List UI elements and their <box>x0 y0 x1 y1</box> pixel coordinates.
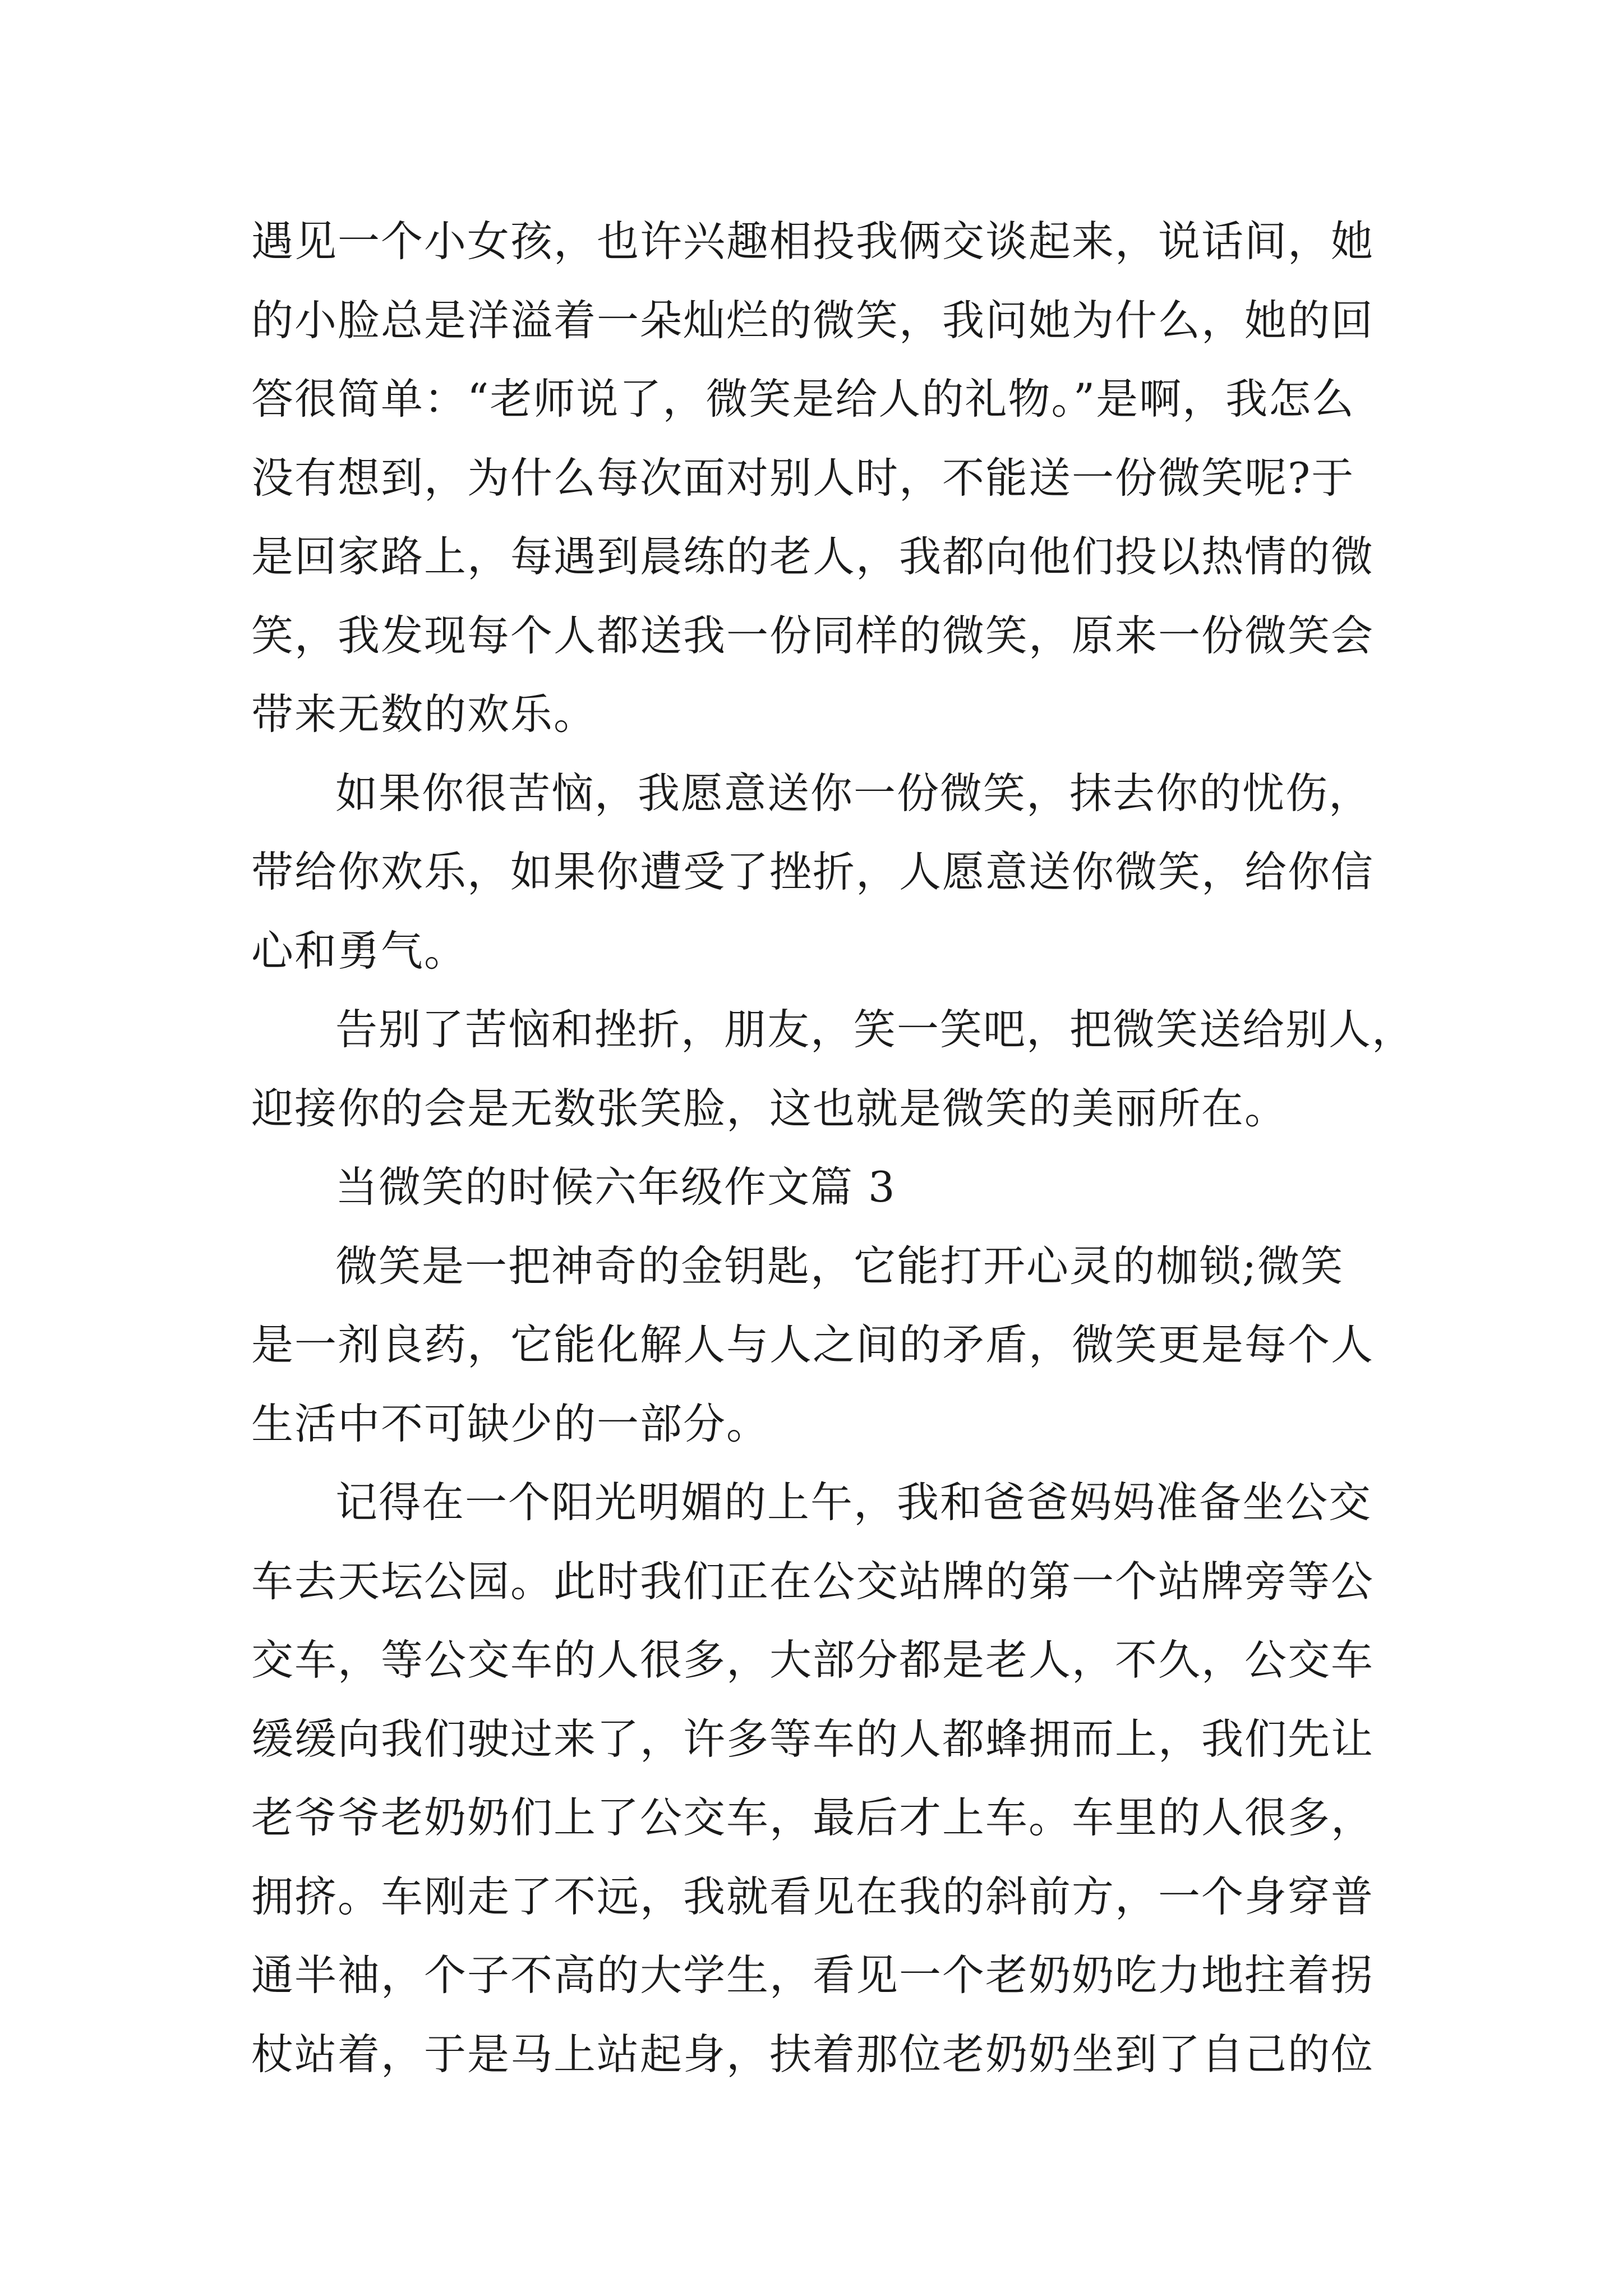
text-line: 拥挤。车刚走了不远，我就看见在我的斜前方，一个身穿普 <box>251 1871 1375 1921</box>
text-line: 心和勇气。 <box>251 926 468 976</box>
text-line: 通半袖，个子不高的大学生，看见一个老奶奶吃力地拄着拐 <box>251 1950 1375 2000</box>
text-line: 车去天坛公园。此时我们正在公交站牌的第一个站牌旁等公 <box>251 1556 1375 1606</box>
text-line: 杖站着，于是马上站起身，扶着那位老奶奶坐到了自己的位 <box>251 2029 1375 2079</box>
text-line: 生活中不可缺少的一部分。 <box>251 1398 770 1448</box>
paragraph-start-line: 记得在一个阳光明媚的上午，我和爸爸妈妈准备坐公交 <box>335 1478 1372 1527</box>
body-text <box>251 202 1415 2093</box>
text-line: 老爷爷老奶奶们上了公交车，最后才上车。车里的人很多， <box>251 1793 1375 1842</box>
paragraph-start-line: 告别了苦恼和挫折，朋友，笑一笑吧，把微笑送给别人， <box>335 1005 1415 1054</box>
text-line: 带来无数的欢乐。 <box>251 689 597 739</box>
text-line: 缓缓向我们驶过来了，许多等车的人都蜂拥而上，我们先让 <box>251 1714 1375 1764</box>
text-line: 迎接你的会是无数张笑脸，这也就是微笑的美丽所在。 <box>251 1083 1288 1133</box>
section-heading: 当微笑的时候六年级作文篇 3 <box>335 1162 896 1212</box>
text-line: 没有想到，为什么每次面对别人时，不能送一份微笑呢?于 <box>251 453 1355 503</box>
text-line: 遇见一个小女孩，也许兴趣相投我俩交谈起来，说话间，她 <box>251 217 1375 266</box>
text-line: 是一剂良药，它能化解人与人之间的矛盾，微笑更是每个人 <box>251 1320 1375 1369</box>
text-line: 答很简单：“老师说了，微笑是给人的礼物。”是啊，我怎么 <box>251 374 1355 424</box>
text-line: 交车，等公交车的人很多，大部分都是老人，不久，公交车 <box>251 1635 1375 1685</box>
text-line: 带给你欢乐，如果你遭受了挫折，人愿意送你微笑，给你信 <box>251 847 1375 896</box>
text-line: 的小脸总是洋溢着一朵灿烂的微笑，我问她为什么，她的回 <box>251 295 1375 345</box>
text-line: 笑，我发现每个人都送我一份同样的微笑，原来一份微笑会 <box>251 610 1375 660</box>
paragraph-start-line: 微笑是一把神奇的金钥匙，它能打开心灵的枷锁;微笑 <box>335 1241 1344 1291</box>
text-line: 是回家路上，每遇到晨练的老人，我都向他们投以热情的微 <box>251 532 1375 581</box>
paragraph-start-line: 如果你很苦恼，我愿意送你一份微笑，抹去你的忧伤， <box>335 768 1372 818</box>
